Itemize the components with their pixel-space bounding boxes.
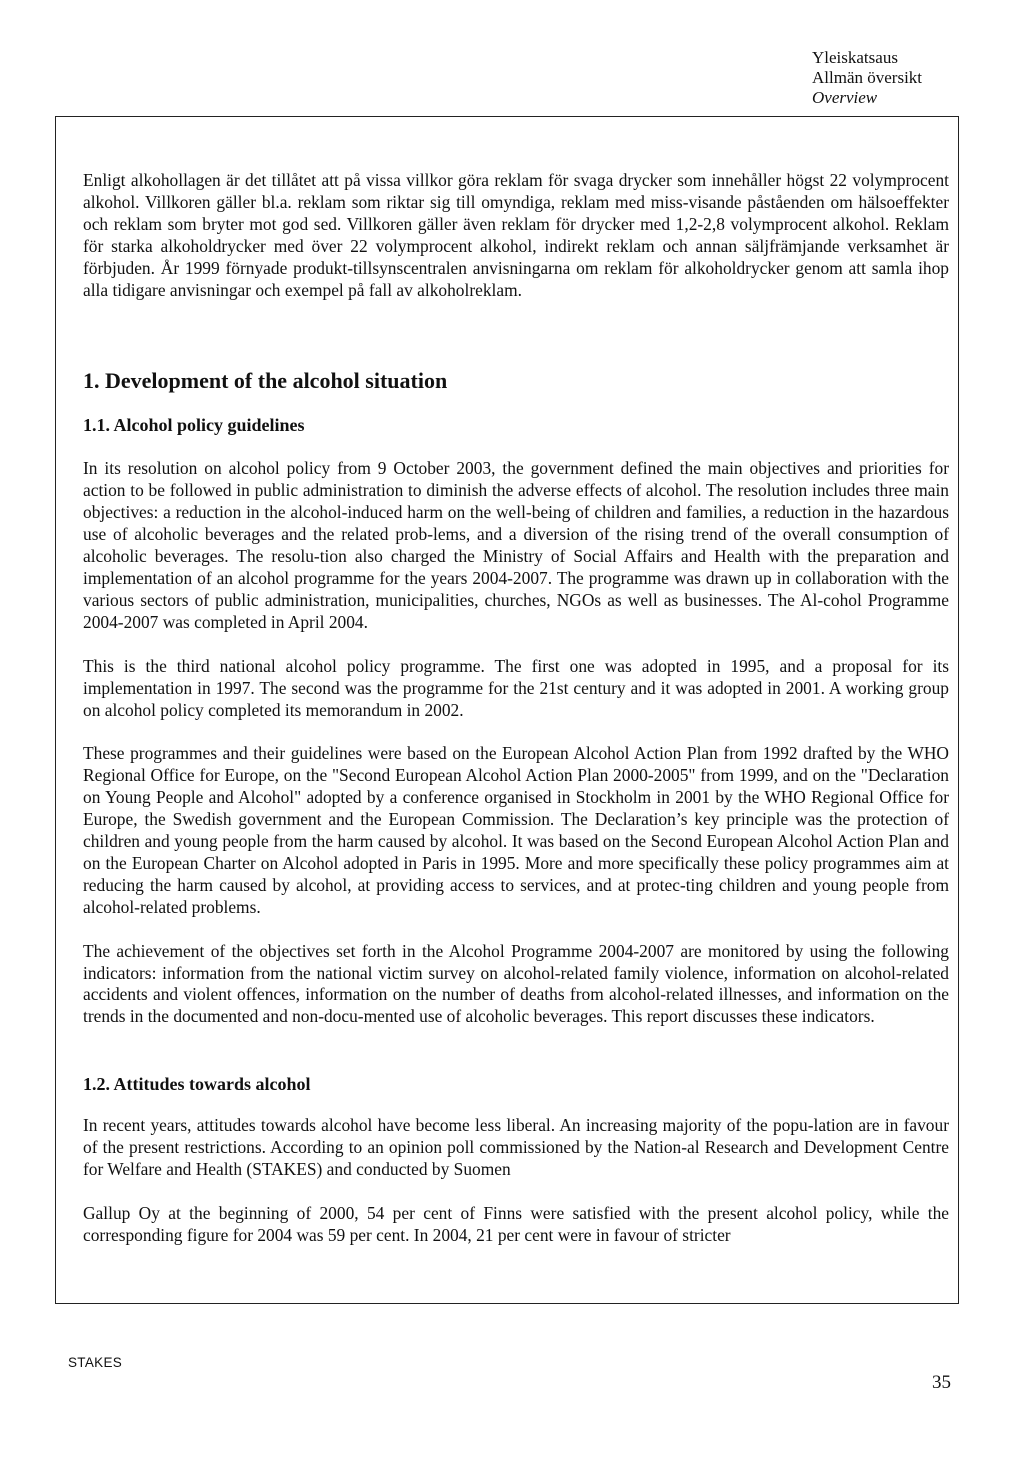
section-1-2-heading: 1.2. Attitudes towards alcohol <box>83 1074 311 1095</box>
page-number: 35 <box>932 1372 951 1393</box>
header-swedish: Allmän översikt <box>812 68 923 87</box>
header-english: Overview <box>812 88 878 107</box>
main-content <box>83 170 949 1247</box>
section-1-1-heading: 1.1. Alcohol policy guidelines <box>83 415 305 436</box>
running-header <box>812 48 992 108</box>
paragraph-1-1-a: In its resolution on alcohol policy from 9 October 2003, the government defined the main objectives and priorities for action to be followed in public administration to diminish the adverse effects of alcohol. The resolution includes three main objectives: a reduction in the alcohol-induced harm on the well-being of children and families, a reduction in the hazardous use of alcoholic beverages and the related prob-lems, and a diversion of the rising trend of the overall consumption of alcoholic beverages. The resolu-tion also charged the Ministry of Social Affairs and Health with the preparation and implementation of an alcohol programme for the years 2004-2007. The programme was drawn up in collaboration with the various sectors of public administration, municipalities, churches, NGOs as well as businesses. The Al-cohol Programme 2004-2007 was completed in April 2004. <box>83 458 949 632</box>
paragraph-1-2-b: Gallup Oy at the beginning of 2000, 54 per cent of Finns were satisfied with the present alcohol policy, while the corresponding figure for 2004 was 59 per cent. In 2004, 21 per cent were in favour of stricter <box>83 1203 949 1245</box>
section-1-heading: 1. Development of the alcohol situation <box>83 368 448 394</box>
intro-paragraph-swedish: Enligt alkohollagen är det tillåtet att på vissa villkor göra reklam för svaga drycker som innehåller högst 22 volymprocent alkohol. Villkoren gäller bl.a. reklam som riktar sig till omyndiga, reklam med miss-visande påståenden om hälsoeffekter och reklam som bryter mot god sed. Villkoren gäller även reklam för drycker med 1,2-2,8 volymprocent alkohol. Reklam för starka alkoholdrycker med över 22 volymprocent alkohol, indirekt reklam och annan säljfrämjande verksamhet är förbjuden. År 1999 förnyade produkt-tillsynscentralen anvisningarna om reklam för alkoholdrycker genom att samla ihop alla tidigare anvisningar och exempel på fall av alkoholreklam. <box>83 170 949 300</box>
footer-publisher: STAKES <box>68 1355 123 1370</box>
header-finnish: Yleiskatsaus <box>812 48 898 67</box>
paragraph-1-1-d: The achievement of the objectives set forth in the Alcohol Programme 2004-2007 are monitored by using the following indicators: information from the national victim survey on alcohol-related family violence, information on alcohol-related accidents and violent offences, information on the number of deaths from alcohol-related illnesses, and information on the trends in the documented and non-docu-mented use of alcoholic beverages. This report discusses these indicators. <box>83 940 949 1027</box>
paragraph-1-1-c: These programmes and their guidelines were based on the European Alcohol Action Plan from 1992 drafted by the WHO Regional Office for Europe, on the "Second European Alcohol Action Plan 2000-2005" from 1999, and on the "Declaration on Young People and Alcohol" adopted by a conference organised in Stockholm in 2001 by the WHO Regional Office for Europe, the Swedish government and the European Commission. The Declaration’s key principle was the protection of children and young people from the harm caused by alcohol. It was based on the Second European Alcohol Action Plan and on the European Charter on Alcohol adopted in Paris in 1995. More and more specifically these policy programmes aim at reducing the harm caused by alcohol, at providing access to services, and at protec-ting children and young people from alcohol-related problems. <box>83 743 949 917</box>
paragraph-1-2-a: In recent years, attitudes towards alcohol have become less liberal. An increasing majority of the popu-lation are in favour of the present restrictions. According to an opinion poll commissioned by the Nation-al Research and Development Centre for Welfare and Health (STAKES) and conducted by Suomen <box>83 1115 949 1180</box>
paragraph-1-1-b: This is the third national alcohol policy programme. The first one was adopted in 1995, and a proposal for its implementation in 1997. The second was the programme for the 21st century and it was adopted in 2001. A working group on alcohol policy completed its memorandum in 2002. <box>83 655 949 720</box>
